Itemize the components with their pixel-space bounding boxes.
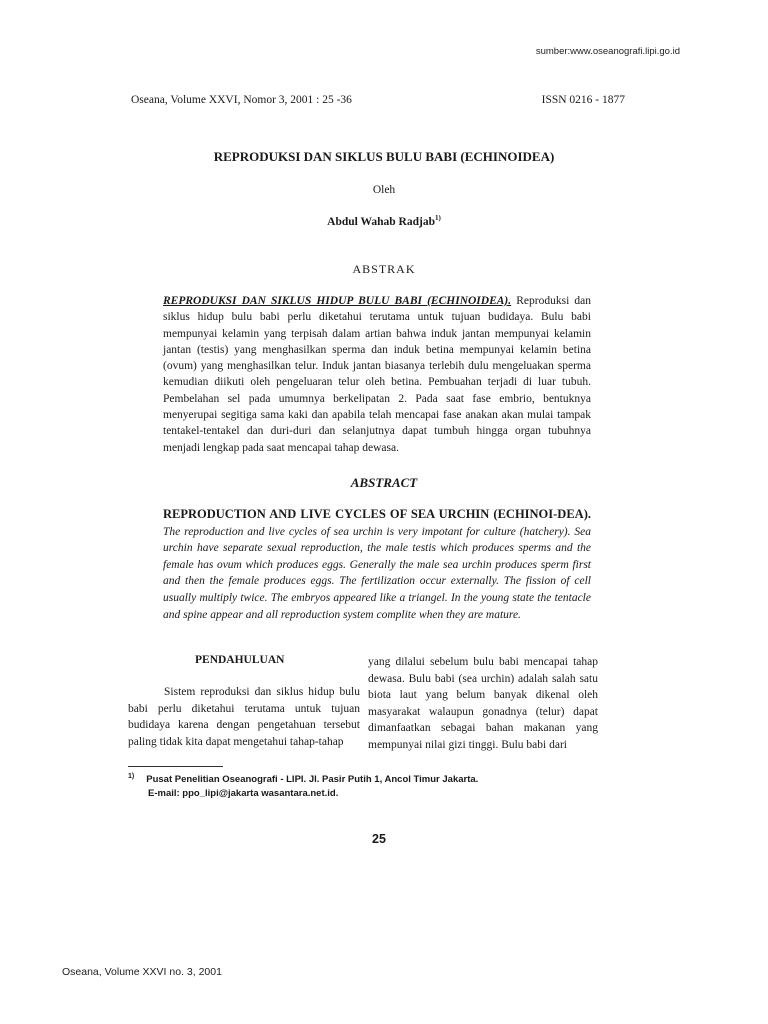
abstract-text: The reproduction and live cycles of sea urchin is very impotant for culture (hatchery). Sea urchin have separate sexual reproduction, the male testis which produces sperms and the female has ovum which produces eggs. Generally the male sea urchin produces sperm first and then the female produces eggs. The fertilization occur externally. The fission of cell usually multiply twice. The embryos appeared like a triangel. In the young state the tentacle and spine appear and all reproduction system complite when they are mature. [163, 525, 591, 621]
issn: ISSN 0216 - 1877 [541, 94, 625, 106]
author [0, 214, 768, 228]
author-footnote-mark: 1) [434, 214, 441, 222]
abstrak-lead: REPRODUKSI DAN SIKLUS HIDUP BULU BABI (ECHINOIDEA). [163, 295, 512, 307]
footnote [128, 770, 478, 800]
by-label: Oleh [372, 184, 396, 196]
abstract-heading: ABSTRACT [350, 475, 418, 490]
source-note: sumber:www.oseanografi.lipi.go.id [535, 46, 680, 57]
paper-title: REPRODUKSI DAN SIKLUS BULU BABI (ECHINOIDEA) [213, 149, 555, 164]
abstrak-paragraph [163, 293, 591, 456]
footnote-divider [128, 766, 223, 767]
footnote-line-2: E-mail: ppo_lipi@jakarta wasantara.net.id. [148, 787, 339, 799]
page-number: 25 [372, 832, 386, 846]
journal-info: Oseana, Volume XXVI, Nomor 3, 2001 : 25 -36 [131, 94, 352, 106]
abstract-lead: REPRODUCTION AND LIVE CYCLES OF SEA URCHIN (ECHINOI-DEA). [163, 507, 591, 521]
running-footer: Oseana, Volume XXVI no. 3, 2001 [62, 966, 222, 978]
abstract-paragraph [163, 506, 591, 623]
author-name: Abdul Wahab Radjab [327, 215, 435, 228]
footnote-mark: 1) [128, 773, 135, 780]
abstrak-text: Reproduksi dan siklus hidup bulu babi perlu diketahui terutama untuk tujuan budidaya. Bulu babi mempunyai kelamin yang terpisah dalam artian bahwa induk jantan mempunyai kelamin jantan (testis) yang menghasilkan sperma dan induk betina mempunyai kelamin betina (ovum) yang menghasilkan telur. Induk jantan biasanya terlebih dulu mengeluakan sperma kemudian diikuti oleh pengeluaran telur oleh betina. Pembuahan terjadi di luar tubuh. Pembelahan sel pada umumnya berkelipatan 2. Pada saat fase embrio, bentuknya menyerupai segitiga sama kaki dan apabila telah mencapai fase anakan akan mulai tampak tentakel-tentakel dan duri-duri dan selanjutnya dapat tumbuh hingga organ tubuhnya menjadi lengkap pada saat mencapai tahap dewasa. [163, 295, 591, 454]
intro-right-column: yang dilalui sebelum bulu babi mencapai tahap dewasa. Bulu babi (sea urchin) adalah salah satu biota laut yang belum banyak dikenal oleh masyarakat walaupun gonadnya (telur) dapat dimanfaatkan sebagai bahan makanan yang mempunyai nilai gizi tinggi. Bulu babi dari [368, 656, 598, 751]
intro-heading: PENDAHULUAN [195, 654, 285, 666]
intro-left-column: Sistem reproduksi dan siklus hidup bulu babi perlu diketahui terutama untuk tujuan budidaya karena dengan pengetahuan tersebut paling tidak kita dapat mengetahui tahap-tahap [128, 686, 360, 748]
footnote-line-1: Pusat Penelitian Oseanografi - LIPI. Jl. Pasir Putih 1, Ancol Timur Jakarta. [146, 774, 479, 786]
abstrak-heading: ABSTRAK [352, 262, 416, 276]
